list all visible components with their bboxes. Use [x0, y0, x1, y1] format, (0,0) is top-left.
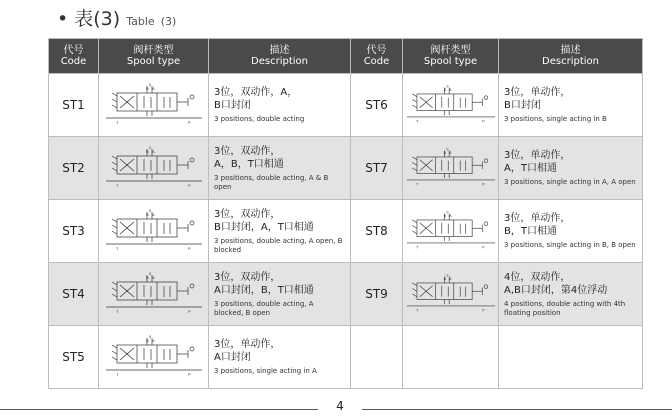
footer-divider-left — [0, 409, 318, 410]
code-cell: ST1 — [49, 74, 99, 137]
code-cell: ST7 — [351, 137, 403, 200]
description-cell: 3位，单动作， A，T口相通 3 positions, single acting in A, A open — [499, 137, 643, 200]
code-cell: ST2 — [49, 137, 99, 200]
table-row — [49, 263, 643, 326]
description-cell: 3位，单动作， A口封闭 3 positions, single acting in A — [209, 326, 351, 389]
table-row — [49, 74, 643, 137]
footer-divider-right — [362, 409, 672, 410]
header-spool-left: 阀杆类型 Spool type — [99, 39, 209, 74]
spool-symbol-icon — [99, 326, 209, 389]
empty-cell — [351, 326, 403, 389]
table-row — [49, 200, 643, 263]
code-cell: ST6 — [351, 74, 403, 137]
table-row — [49, 326, 643, 389]
title-sub: Table — [126, 15, 155, 28]
table-row — [49, 137, 643, 200]
spool-symbol-icon — [403, 74, 499, 137]
empty-cell — [403, 326, 499, 389]
spool-symbol-icon — [99, 200, 209, 263]
spool-type-table — [48, 38, 643, 389]
code-cell: ST8 — [351, 200, 403, 263]
description-cell: 3位，单动作， B，T口相通 3 positions, single acting in B, B open — [499, 200, 643, 263]
header-code-right: 代号 Code — [351, 39, 403, 74]
spool-symbol-icon — [403, 200, 499, 263]
header-desc-left: 描述 Description — [209, 39, 351, 74]
spool-symbol-icon — [403, 263, 499, 326]
description-cell: 3位，双动作， A口封闭，B，T口相通 3 positions, double acting, A blocked, B open — [209, 263, 351, 326]
spool-symbol-icon — [403, 137, 499, 200]
code-cell: ST3 — [49, 200, 99, 263]
spool-symbol-icon — [99, 137, 209, 200]
title-main: 表(3) — [74, 8, 121, 30]
code-cell: ST5 — [49, 326, 99, 389]
description-cell: 3位，双动作， B口封闭，A，T口相通 3 positions, double acting, A open, B blocked — [209, 200, 351, 263]
empty-cell — [499, 326, 643, 389]
header-code-left: 代号 Code — [49, 39, 99, 74]
header-spool-right: 阀杆类型 Spool type — [403, 39, 499, 74]
code-cell: ST4 — [49, 263, 99, 326]
code-cell: ST9 — [351, 263, 403, 326]
description-cell: 3位，双动作， A，B，T口相通 3 positions, double acting, A & B open — [209, 137, 351, 200]
table-title — [57, 4, 176, 31]
table-header-row — [49, 39, 643, 74]
title-sub-num: (3) — [160, 15, 177, 28]
title-bullet: • — [57, 8, 69, 30]
spool-symbol-icon — [99, 74, 209, 137]
description-cell: 4位，双动作， A,B口封闭，第4位浮动 4 positions, double acting with 4th floating position — [499, 263, 643, 326]
spool-symbol-icon — [99, 263, 209, 326]
header-desc-right: 描述 Description — [499, 39, 643, 74]
description-cell: 3位，双动作，A， B口封闭 3 positions, double acting — [209, 74, 351, 137]
page-number: 4 — [336, 399, 344, 413]
description-cell: 3位，单动作， B口封闭 3 positions, single acting in B — [499, 74, 643, 137]
